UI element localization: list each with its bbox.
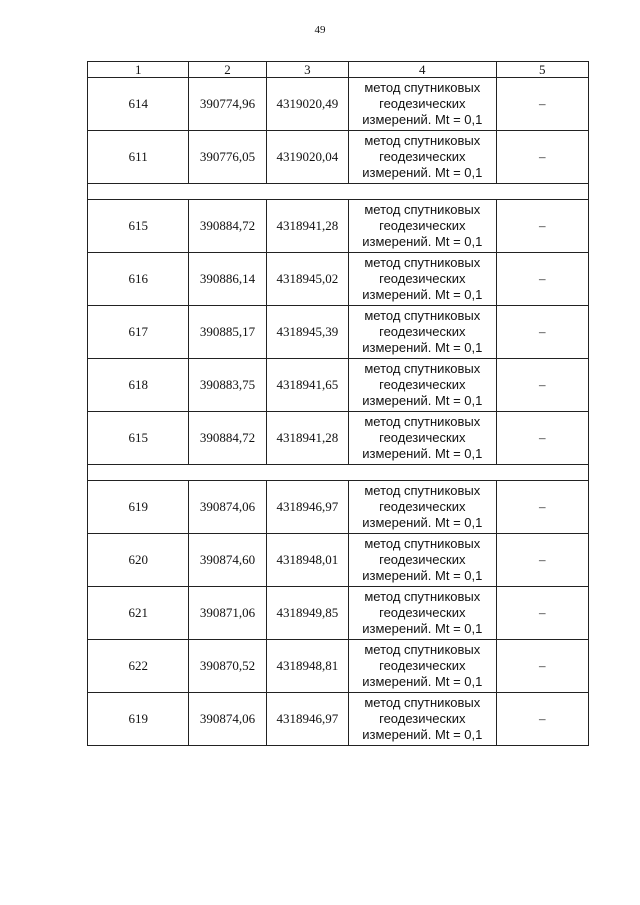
note-cell: – — [496, 412, 588, 465]
table-row — [88, 78, 589, 131]
table-row — [88, 412, 589, 465]
point-number-cell: 619 — [88, 693, 189, 746]
method-line: геодезических — [379, 552, 466, 567]
point-number-cell: 617 — [88, 306, 189, 359]
method-cell — [349, 200, 497, 253]
method-line: геодезических — [379, 605, 466, 620]
point-number-cell: 615 — [88, 200, 189, 253]
method-cell — [349, 481, 497, 534]
y-coordinate-cell: 4318941,65 — [266, 359, 348, 412]
method-line: измерений. Mt = 0,1 — [362, 674, 483, 689]
method-line: измерений. Mt = 0,1 — [362, 234, 483, 249]
x-coordinate-cell: 390874,06 — [189, 481, 266, 534]
table-row — [88, 693, 589, 746]
method-line: геодезических — [379, 271, 466, 286]
y-coordinate-cell: 4318948,01 — [266, 534, 348, 587]
point-number-cell: 620 — [88, 534, 189, 587]
y-coordinate-cell: 4318946,97 — [266, 693, 348, 746]
method-cell — [349, 412, 497, 465]
y-coordinate-cell: 4318946,97 — [266, 481, 348, 534]
group-separator-cell — [88, 465, 589, 481]
point-number-cell: 614 — [88, 78, 189, 131]
method-line: метод спутниковых — [364, 308, 481, 323]
point-number-cell: 615 — [88, 412, 189, 465]
method-line: измерений. Mt = 0,1 — [362, 165, 483, 180]
method-line: геодезических — [379, 96, 466, 111]
y-coordinate-cell: 4319020,04 — [266, 131, 348, 184]
x-coordinate-cell: 390774,96 — [189, 78, 266, 131]
method-line: измерений. Mt = 0,1 — [362, 446, 483, 461]
point-number-cell: 616 — [88, 253, 189, 306]
method-cell — [349, 131, 497, 184]
note-cell: – — [496, 131, 588, 184]
method-line: метод спутниковых — [364, 414, 481, 429]
method-line: геодезических — [379, 430, 466, 445]
method-line: метод спутниковых — [364, 483, 481, 498]
method-cell — [349, 306, 497, 359]
method-line: метод спутниковых — [364, 133, 481, 148]
y-coordinate-cell: 4318948,81 — [266, 640, 348, 693]
header-cell-point: 1 — [88, 62, 189, 78]
method-cell — [349, 534, 497, 587]
method-line: метод спутниковых — [364, 695, 481, 710]
table-row — [88, 481, 589, 534]
method-line: метод спутниковых — [364, 361, 481, 376]
note-cell: – — [496, 200, 588, 253]
point-number-cell: 621 — [88, 587, 189, 640]
method-line: геодезических — [379, 658, 466, 673]
note-cell: – — [496, 481, 588, 534]
table-row — [88, 359, 589, 412]
method-line: измерений. Mt = 0,1 — [362, 621, 483, 636]
method-cell — [349, 78, 497, 131]
header-cell-y: 3 — [266, 62, 348, 78]
method-line: измерений. Mt = 0,1 — [362, 727, 483, 742]
x-coordinate-cell: 390874,60 — [189, 534, 266, 587]
method-line: метод спутниковых — [364, 642, 481, 657]
method-line: метод спутниковых — [364, 202, 481, 217]
method-line: метод спутниковых — [364, 255, 481, 270]
y-coordinate-cell: 4318941,28 — [266, 412, 348, 465]
method-cell — [349, 640, 497, 693]
note-cell: – — [496, 359, 588, 412]
header-cell-note: 5 — [496, 62, 588, 78]
coordinates-table — [87, 61, 589, 746]
note-cell: – — [496, 640, 588, 693]
method-line: геодезических — [379, 499, 466, 514]
x-coordinate-cell: 390883,75 — [189, 359, 266, 412]
table-row — [88, 534, 589, 587]
note-cell: – — [496, 587, 588, 640]
x-coordinate-cell: 390886,14 — [189, 253, 266, 306]
x-coordinate-cell: 390776,05 — [189, 131, 266, 184]
method-cell — [349, 693, 497, 746]
method-cell — [349, 253, 497, 306]
note-cell: – — [496, 534, 588, 587]
x-coordinate-cell: 390870,52 — [189, 640, 266, 693]
point-number-cell: 622 — [88, 640, 189, 693]
y-coordinate-cell: 4318945,02 — [266, 253, 348, 306]
point-number-cell: 618 — [88, 359, 189, 412]
y-coordinate-cell: 4319020,49 — [266, 78, 348, 131]
x-coordinate-cell: 390874,06 — [189, 693, 266, 746]
method-line: геодезических — [379, 324, 466, 339]
note-cell: – — [496, 253, 588, 306]
table-row — [88, 253, 589, 306]
x-coordinate-cell: 390884,72 — [189, 200, 266, 253]
y-coordinate-cell: 4318941,28 — [266, 200, 348, 253]
point-number-cell: 611 — [88, 131, 189, 184]
point-number-cell: 619 — [88, 481, 189, 534]
method-line: измерений. Mt = 0,1 — [362, 112, 483, 127]
method-line: измерений. Mt = 0,1 — [362, 568, 483, 583]
table-header-row — [88, 62, 589, 78]
page-number: 49 — [314, 24, 326, 36]
method-line: геодезических — [379, 218, 466, 233]
group-separator-row — [88, 465, 589, 481]
table-row — [88, 587, 589, 640]
method-line: измерений. Mt = 0,1 — [362, 393, 483, 408]
method-cell — [349, 587, 497, 640]
table-row — [88, 306, 589, 359]
coordinates-table-body — [88, 62, 589, 746]
method-line: геодезических — [379, 711, 466, 726]
group-separator-row — [88, 184, 589, 200]
group-separator-cell — [88, 184, 589, 200]
method-line: метод спутниковых — [364, 589, 481, 604]
x-coordinate-cell: 390871,06 — [189, 587, 266, 640]
header-cell-x: 2 — [189, 62, 266, 78]
note-cell: – — [496, 78, 588, 131]
method-line: измерений. Mt = 0,1 — [362, 287, 483, 302]
note-cell: – — [496, 306, 588, 359]
table-row — [88, 131, 589, 184]
method-line: метод спутниковых — [364, 536, 481, 551]
method-line: геодезических — [379, 149, 466, 164]
method-line: измерений. Mt = 0,1 — [362, 340, 483, 355]
x-coordinate-cell: 390885,17 — [189, 306, 266, 359]
x-coordinate-cell: 390884,72 — [189, 412, 266, 465]
method-line: геодезических — [379, 377, 466, 392]
method-line: измерений. Mt = 0,1 — [362, 515, 483, 530]
y-coordinate-cell: 4318945,39 — [266, 306, 348, 359]
table-row — [88, 200, 589, 253]
method-line: метод спутниковых — [364, 80, 481, 95]
method-cell — [349, 359, 497, 412]
y-coordinate-cell: 4318949,85 — [266, 587, 348, 640]
table-row — [88, 640, 589, 693]
header-cell-method: 4 — [349, 62, 497, 78]
note-cell: – — [496, 693, 588, 746]
